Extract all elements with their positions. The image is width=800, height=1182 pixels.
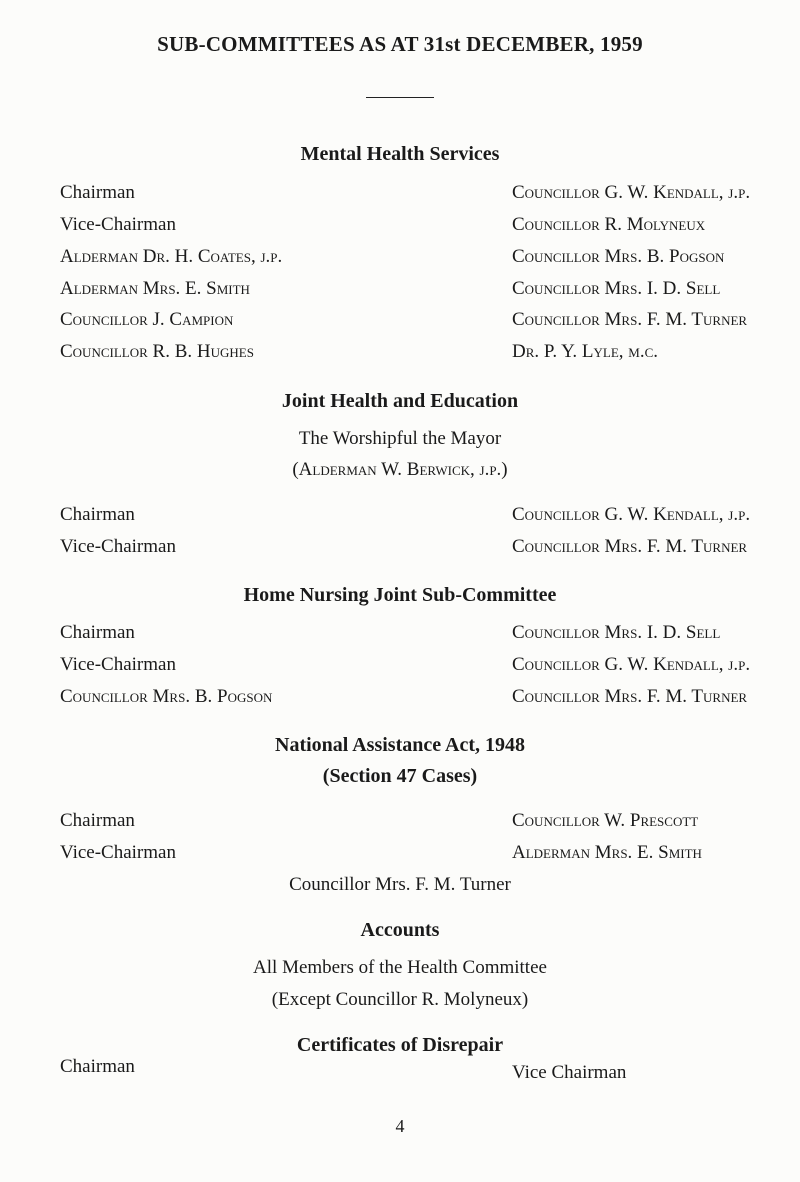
- mental-health-left-2: Vice-Chairman: [60, 214, 176, 235]
- accounts-members: All Members of the Health Committee: [253, 957, 547, 978]
- mental-health-right-5: Councillor Mrs. F. M. Turner: [512, 309, 748, 330]
- mental-health-right-3: Councillor Mrs. B. Pogson: [512, 246, 725, 267]
- mental-health-left-4: Alderman Mrs. E. Smith: [60, 278, 250, 299]
- mental-health-right-1: Councillor G. W. Kendall, j.p.: [512, 182, 751, 203]
- certificates-right: Vice Chairman: [512, 1062, 627, 1083]
- joint-health-mayor: The Worshipful the Mayor: [298, 428, 502, 449]
- page-title: SUB-COMMITTEES AS AT 31st DECEMBER, 1959: [157, 32, 643, 56]
- national-assistance-left-2: Vice-Chairman: [60, 842, 176, 863]
- national-assistance-center: [0, 874, 800, 896]
- joint-health-left-1: Chairman: [60, 504, 135, 525]
- mental-health-right-4: Councillor Mrs. I. D. Sell: [512, 278, 721, 299]
- home-nursing-right-3: Councillor Mrs. F. M. Turner: [512, 686, 748, 707]
- national-assistance-right-2: Alderman Mrs. E. Smith: [512, 842, 702, 863]
- mental-health-left-6: Councillor R. B. Hughes: [60, 341, 254, 362]
- certificates-left: Chairman: [60, 1056, 135, 1077]
- joint-health-left-2: Vice-Chairman: [60, 536, 176, 557]
- accounts-exception: (Except Councillor R. Molyneux): [271, 989, 529, 1010]
- national-assistance-subheading: (Section 47 Cases): [322, 765, 478, 787]
- mental-health-left-1: Chairman: [60, 182, 135, 203]
- title-divider: [366, 97, 434, 98]
- mental-health-heading: Mental Health Services: [300, 143, 500, 165]
- national-assistance-right-1: Councillor W. Prescott: [512, 810, 699, 831]
- national-assistance-heading: National Assistance Act, 1948: [275, 734, 525, 756]
- accounts-heading: Accounts: [360, 919, 440, 941]
- home-nursing-right-1: Councillor Mrs. I. D. Sell: [512, 622, 721, 643]
- page-number: 4: [395, 1116, 405, 1136]
- home-nursing-heading: Home Nursing Joint Sub-Committee: [243, 584, 557, 606]
- joint-health-right-2: Councillor Mrs. F. M. Turner: [512, 536, 748, 557]
- joint-health-mayor-name: (Alderman W. Berwick, j.p.): [292, 459, 508, 480]
- certificates-heading: Certificates of Disrepair: [296, 1034, 504, 1056]
- joint-health-heading: Joint Health and Education: [281, 390, 519, 412]
- joint-health-right-1: Councillor G. W. Kendall, j.p.: [512, 504, 751, 525]
- mental-health-right-6: Dr. P. Y. Lyle, m.c.: [512, 341, 659, 362]
- national-assistance-left-1: Chairman: [60, 810, 135, 831]
- mental-health-left-5: Councillor J. Campion: [60, 309, 234, 330]
- home-nursing-left-2: Vice-Chairman: [60, 654, 176, 675]
- home-nursing-right-2: Councillor G. W. Kendall, j.p.: [512, 654, 751, 675]
- mental-health-left-3: Alderman Dr. H. Coates, j.p.: [60, 246, 283, 267]
- home-nursing-left-3: Councillor Mrs. B. Pogson: [60, 686, 273, 707]
- mental-health-right-2: Councillor R. Molyneux: [512, 214, 706, 235]
- national-assistance-member: Councillor Mrs. F. M. Turner: [289, 874, 511, 895]
- home-nursing-left-1: Chairman: [60, 622, 135, 643]
